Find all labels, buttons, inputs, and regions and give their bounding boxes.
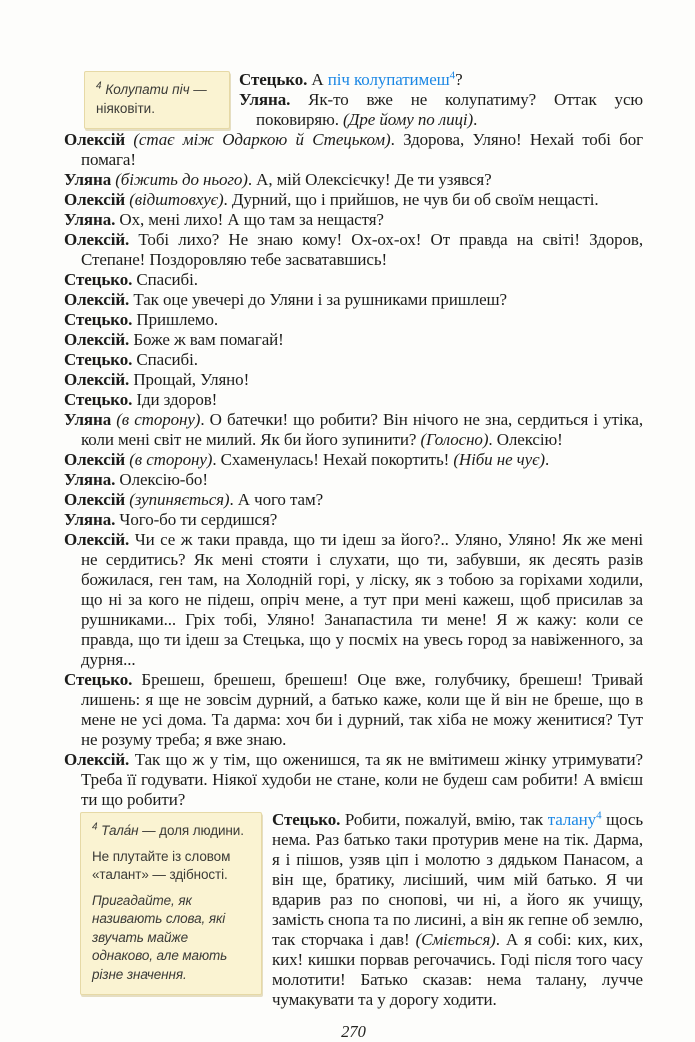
dialogue-text: ? bbox=[455, 70, 463, 89]
dialogue-text: Так оце увечері до Уляни і за рушниками пришлеш? bbox=[129, 290, 507, 309]
speaker-name: Уляна. bbox=[64, 470, 116, 489]
speech bbox=[64, 390, 643, 410]
speech bbox=[64, 190, 643, 210]
speaker-name: Стецько. bbox=[64, 670, 133, 689]
dialogue-text: Іди здоров! bbox=[132, 390, 218, 409]
dialogue-text: . А, мій Олексієчку! Де ти узявся? bbox=[247, 170, 492, 189]
dialogue-text: Боже ж вам помагай! bbox=[129, 330, 284, 349]
stage-direction: (Ніби не чує) bbox=[453, 450, 545, 469]
speech bbox=[64, 490, 643, 510]
speaker-name: Стецько. bbox=[272, 810, 341, 829]
speech bbox=[64, 470, 643, 490]
speech bbox=[64, 350, 643, 370]
speech bbox=[64, 410, 648, 450]
dialogue-text: Чи се ж таки правда, що ти ідеш за його?.. Уляно, Уляно! Як же мені не сердитись? Як мені стояти і слухати, що ти, забувши, як десять разів божилася, ген там, на Холодній горі, у ліску, як з тобою за горіхами ходили, що ні за кого не підеш, опріч мене, а тут при мені кажеш, щоб присилав за рушниками... Гріх тобі, Уляно! Занапастила ти мене! Я ж кажу: коли се правда, що ти ідеш за Стецька, що у посміх на увесь город за навіженного, за дурня... bbox=[81, 530, 648, 669]
speaker-name: Олексій. bbox=[64, 230, 130, 249]
speaker-name: Олексій. bbox=[64, 750, 130, 769]
speaker-name: Олексій bbox=[64, 130, 134, 149]
speech bbox=[64, 210, 643, 230]
speech bbox=[64, 230, 648, 270]
page-number: 270 bbox=[341, 1022, 366, 1041]
stage-direction: (Голосно) bbox=[420, 430, 489, 449]
dialogue-text: Спасибі. bbox=[132, 270, 198, 289]
dialogue-text: Так що ж у тім, що оженишся, та як не вмітимеш жінку утримувати? Треба її годувати. Ніякої худоби не стане, коли не будеш сам робити! А вмієш ти що робити? bbox=[81, 750, 648, 809]
speech bbox=[64, 450, 643, 470]
speaker-name: Уляна. bbox=[64, 510, 116, 529]
speaker-name: Олексій. bbox=[64, 370, 130, 389]
dialogue-text: щось нема. Раз батько таки протурив мене на тік. Дарма, я і пішов, узяв ціп і молотю з дядьком Панасом, а він ще, братику, лисіший, чим мій батько. Я чи вдарив раз по снопові, чи ні, а його як учищу, замість снопа та по лисині, а він як гепне об землю, так сторчака і дав! bbox=[272, 810, 648, 949]
footnote-marker: 4 bbox=[92, 821, 98, 833]
dialogue-text: Олексію-бо! bbox=[115, 470, 208, 489]
speech bbox=[64, 270, 643, 290]
stage-direction: Тала́н bbox=[97, 823, 139, 838]
footnote-marker: 4 bbox=[96, 80, 102, 92]
stage-direction: (зупиняється) bbox=[129, 490, 230, 509]
speaker-name: Олексій bbox=[64, 190, 130, 209]
dialogue-text: Робити, пожалуй, вмію, так bbox=[340, 810, 548, 829]
dialogue-text: . А я собі: ких, ких, ких! кишки порвав регочачись. Годі після того часу молотити! Батько сказав: нема талану, лучче чумакувати та у дорогу ходити. bbox=[272, 930, 648, 1009]
speaker-name: Олексій bbox=[64, 450, 130, 469]
dialogue-text: Тобі лихо? Не знаю кому! Ох-ох-ох! От правда на світі! Здоров, Степане! Поздоровляю тебе засватавшись! bbox=[81, 230, 648, 269]
dialogue-text: . bbox=[473, 110, 478, 129]
footnote-box-kolupaty-pich bbox=[84, 71, 230, 129]
dialogue-text: Ох, мені лихо! А що там за нещастя? bbox=[115, 210, 384, 229]
dialogue-text: А bbox=[307, 70, 328, 89]
footnote-warning bbox=[92, 848, 250, 885]
stage-direction: Колупати піч — bbox=[101, 82, 211, 97]
dialogue-beside-note bbox=[239, 69, 648, 130]
speaker-name: Олексій bbox=[64, 490, 130, 509]
speaker-name: Стецько. bbox=[64, 270, 133, 289]
dialogue-text: ніяковіти. bbox=[96, 100, 155, 116]
speaker-name: Стецько. bbox=[64, 310, 133, 329]
stage-direction: (відштовхує) bbox=[129, 190, 224, 209]
speaker-name: Стецько. bbox=[64, 350, 133, 369]
dialogue-text: Як-то вже не колупатиму? Оттак усю поковиряю. bbox=[256, 90, 648, 129]
dialogue-text: . Дурний, що і прийшов, не чув би об своїм нещасті. bbox=[223, 190, 599, 209]
dialogue-text: . О батечки! що робити? Він нічого не зна, сердиться і утіка, коли мені світ не милий. Як би його зупинити? bbox=[81, 410, 648, 449]
dialogue-text: Не плутайте із словом «талант» — здібності. bbox=[92, 848, 234, 882]
speaker-name: Уляна. bbox=[239, 90, 291, 109]
dialogue-text: Чого-бо ти сердишся? bbox=[115, 510, 278, 529]
speaker-name: Олексій. bbox=[64, 330, 130, 349]
speech bbox=[64, 330, 643, 350]
dialogue-text: . Олексію! bbox=[488, 430, 563, 449]
speech bbox=[64, 130, 648, 170]
stage-direction: (в сторону) bbox=[116, 410, 201, 429]
footnote-definition bbox=[92, 822, 250, 841]
vocab-term-link[interactable]: піч колупатимеш bbox=[327, 70, 450, 89]
dialogue-text: . Здорова, Уляно! Нехай тобі бог помага! bbox=[81, 130, 648, 169]
dialogue-text: Спасибі. bbox=[132, 350, 198, 369]
dialogue-text: . Схаменулась! Нехай покортить! bbox=[212, 450, 454, 469]
speaker-name: Стецько. bbox=[239, 70, 308, 89]
speech bbox=[64, 310, 643, 330]
footnote-ref[interactable]: 4 bbox=[596, 809, 602, 822]
footnote-box-talan bbox=[80, 812, 262, 995]
top-section bbox=[64, 69, 648, 130]
speech bbox=[64, 530, 648, 670]
stage-direction: (біжить до нього) bbox=[115, 170, 248, 189]
stage-direction: (Сміється) bbox=[415, 930, 496, 949]
dialogue-text: . А чого там? bbox=[229, 490, 324, 509]
dialogue-text: Пришлемо. bbox=[132, 310, 219, 329]
speech bbox=[64, 670, 648, 750]
dialogue-text: Прощай, Уляно! bbox=[129, 370, 250, 389]
dialogue-text: . bbox=[545, 450, 550, 469]
dialogue-text: — доля людини. bbox=[138, 823, 244, 838]
bottom-section bbox=[64, 809, 648, 1010]
stage-direction: (Дре йому по лиці) bbox=[343, 110, 474, 129]
speech bbox=[64, 510, 643, 530]
dialogue-text: Брешеш, брешеш, брешеш! Оце вже, голубчику, брешеш! Тривай лишень: я ще не зовсім дурний, а батько каже, коли ще й він не бреше, що в мене не усі дома. Та дарма: хоч би і дурний, так хіба не можу женитися? Тут не розуму треба; я вже знаю. bbox=[81, 670, 648, 749]
speech bbox=[64, 750, 648, 810]
speaker-name: Уляна bbox=[64, 170, 116, 189]
speaker-name: Олексій. bbox=[64, 290, 130, 309]
speech bbox=[239, 70, 643, 90]
stage-direction: Пригадайте, як називають слова, які звучать майже однаково, але мають різне значення. bbox=[92, 892, 231, 982]
speaker-name: Олексій. bbox=[64, 530, 130, 549]
speaker-name: Уляна bbox=[64, 410, 117, 429]
stage-direction: (стає між Одаркою й Стецьком) bbox=[133, 130, 391, 149]
speech bbox=[64, 370, 643, 390]
footnote-definition bbox=[96, 81, 218, 118]
footnote-ref[interactable]: 4 bbox=[449, 69, 456, 82]
speech bbox=[64, 290, 643, 310]
speaker-name: Уляна. bbox=[64, 210, 116, 229]
dialogue-main bbox=[64, 130, 648, 810]
footnote-task bbox=[92, 892, 250, 985]
vocab-term-link[interactable]: талану bbox=[547, 810, 597, 829]
speaker-name: Стецько. bbox=[64, 390, 133, 409]
speech bbox=[239, 90, 648, 130]
stage-direction: (в сторону) bbox=[129, 450, 213, 469]
speech bbox=[64, 170, 643, 190]
